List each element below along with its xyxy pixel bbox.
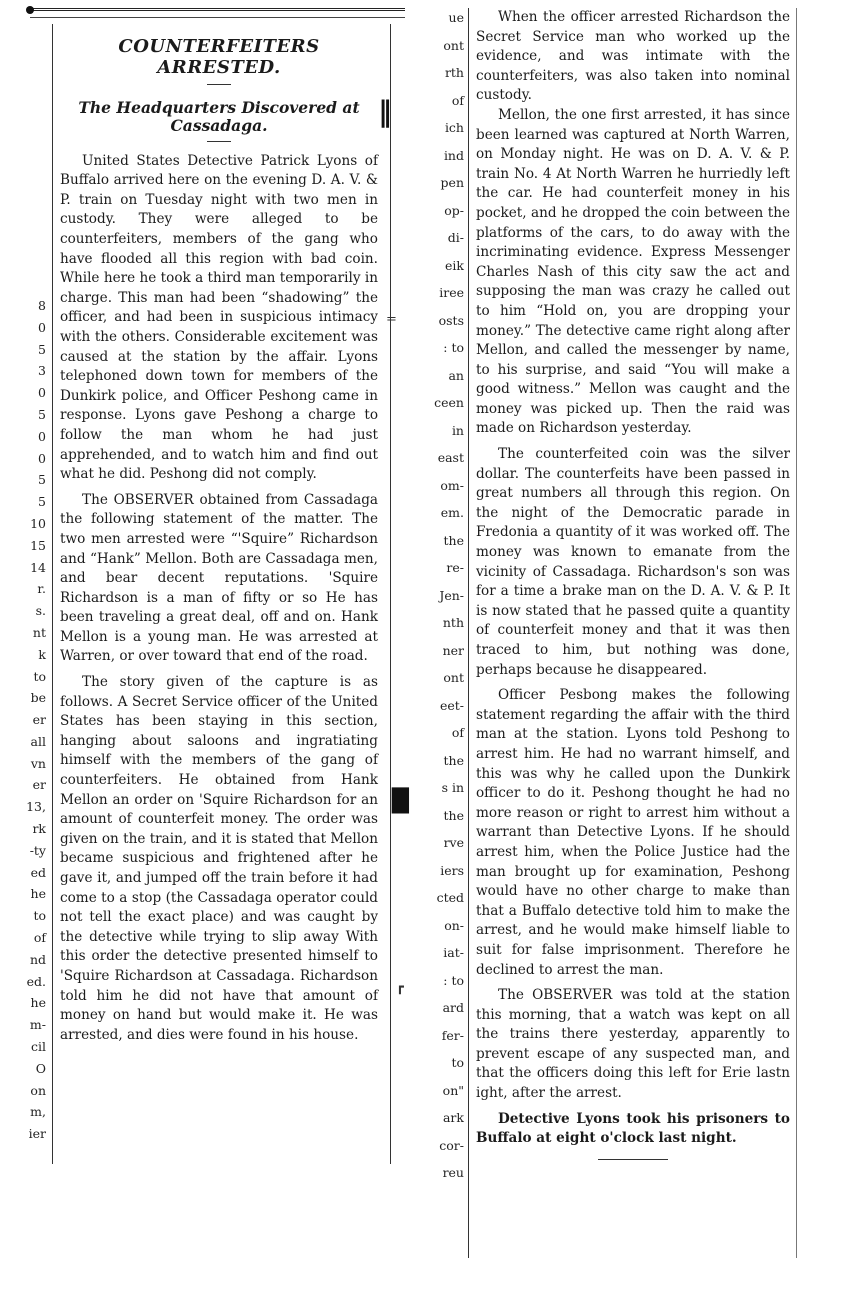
paragraph: When the officer arrested Richardson the Secret Service man who worked up the evidence, and was intimate with the counterfeiters, was also taken into nominal custody. <box>476 9 790 104</box>
closing-paragraph: Detective Lyons took his prisoners to Buffalo at eight o'clock last night. <box>476 1110 790 1147</box>
clipped-text-fragment: of <box>451 725 464 740</box>
clipped-text-fragment: ont <box>443 670 464 685</box>
clipped-text-fragment: nd <box>29 952 46 967</box>
clipped-text-fragment: er <box>32 777 46 792</box>
clipped-text-fragment: ner <box>442 643 464 658</box>
paragraph: Mellon, the one first arrested, it has since been learned was captured at North Warren, on Monday night. He was on D. A. V. & P. train No. 4 At North Warren he hurriedly left the car. He had counterfeit money in his pocket, and he dropped the coin between the platforms of the cars, to do away with the incriminating evidence. Express Messenger Charles Nash of this city saw the act and supposing the man was crazy he called out to him “Hold on, you are dropping your money.” The detective came right along after Mellon, and called the messenger by name, to his surprise, and said “You will make a good witness.” Mellon was caught and the money was picked up. Then the raid was made on Richardson yesterday. <box>476 106 790 437</box>
clipped-text-fragment: ark <box>442 1110 464 1125</box>
top-border-rule <box>30 8 405 18</box>
clipped-text-fragment: to <box>33 908 46 923</box>
clipped-text-fragment: ed <box>30 865 46 880</box>
clipped-text-fragment: : to <box>443 973 464 988</box>
paragraph: The story given of the capture is as follows. A Secret Service officer of the United States has been staying in this section, hanging about saloons and ingratiating himself with the members of the gang of counterfeiters. He obtained from Hank Mellon an order on 'Squire Richardson for an amount of counterfeit money. The order was given on the train, and it is stated that Mellon became suspicious and frightened after he gave it, and jumped off the train before it had come to a stop (the Cassadaga operator could not tell the exact place) and was caught by the detective while trying to slip away With this order the detective presented himself to 'Squire Richardson at Cassadaga. Richardson told him he did not have that amount of money on hand but would make it. He was arrested, and dies were found in his house. <box>60 674 378 1043</box>
clipped-text-fragment: of <box>33 930 46 945</box>
clipped-text-fragment: ceen <box>434 395 464 410</box>
clipped-text-fragment: cor- <box>439 1138 464 1153</box>
clipped-text-fragment: eet- <box>439 698 464 713</box>
clipped-text-fragment: the <box>443 533 464 548</box>
clipped-text-fragment: on" <box>442 1083 464 1098</box>
clipped-text-fragment: Jen- <box>439 588 464 603</box>
headline-divider <box>207 84 231 85</box>
clipped-text-fragment: 5 <box>38 407 46 422</box>
clipped-text-fragment: r. <box>37 581 46 596</box>
left-column-rule <box>52 24 53 1164</box>
clipped-text-fragment: nth <box>442 615 464 630</box>
clipped-text-fragment: op- <box>444 203 464 218</box>
paragraph: United States Detective Patrick Lyons of Buffalo arrived here on the evening D. A. V. & P. train on Tuesday night with two men in custody. They were alleged to be counterfeiters, members of the gang who have flooded all this region with bad coin. While here he took a third man temporarily in charge. This man had been “shadowing” the officer, and had been in suspicious intimacy with the others. Considerable excitement was caused at the station by the affair. Lyons telephoned down town for members of the Dunkirk police, and Officer Peshong came in response. Lyons gave Peshong a charge to follow the man whom he had just apprehended, and to watch him and find out what he did. Peshong did not comply. <box>60 152 378 483</box>
column-break-mark: ‖ <box>378 95 392 128</box>
clipped-text-fragment: he <box>30 886 46 901</box>
clipped-text-fragment: m, <box>30 1104 46 1119</box>
article-column-2 <box>476 8 790 1160</box>
clipped-text-fragment: O <box>35 1061 46 1076</box>
paragraph: The OBSERVER was told at the station this morning, that a watch was kept on all the trains there yesterday, apparently to prevent escape of any suspected man, and that the officers doing this left for Erie lastn ight, after the arrest. <box>476 987 790 1102</box>
subheadline: The Headquarters Discovered at Cassadaga. <box>78 98 360 135</box>
paragraph: The counterfeited coin was the silver dollar. The counterfeits have been passed in great numbers all through this region. On the night of the Democratic parade in Fredonia a quantity of it was worked off. The money was known to emanate from the vicinity of Cassadaga. Richardson's son was for a time a brake man on the D. A. V. & P. It is now stated that he passed quite a quantity of counterfeit money and that it was then traced to him, but nothing was done, perhaps because he disappeared. <box>476 446 790 678</box>
clipped-text-fragment: 10 <box>30 516 46 531</box>
clipped-text-fragment: he <box>30 995 46 1010</box>
clipped-text-fragment: east <box>437 450 464 465</box>
clipped-text-fragment: om- <box>440 478 464 493</box>
paragraph: Officer Pesbong makes the following statement regarding the affair with the third man at the station. Lyons told Peshong to arrest him. He had no warrant himself, and this was why he called upon the Dunkirk officer to do it. Peshong thought he had no more reason or right to arrest him without a warrant than Detective Lyons. If he should arrest him, when the Police Justice had the man brought up for examination, Peshong would have no other charge to make than that a Buffalo detective told him to make the arrest, and he would make himself liable to suit for false imprisonment. Therefore he declined to arrest the man. <box>476 687 790 978</box>
clipped-text-fragment: be <box>30 690 46 705</box>
clipped-text-fragment: ind <box>443 148 464 163</box>
clipped-text-fragment: reu <box>442 1165 464 1180</box>
clipped-text-fragment: on- <box>444 918 464 933</box>
clipped-text-fragment: on <box>30 1083 46 1098</box>
clipped-text-fragment: 3 <box>38 363 46 378</box>
clipped-text-fragment: re- <box>446 560 464 575</box>
clipped-text-fragment: ier <box>28 1126 46 1141</box>
middle-column-rule <box>468 8 469 1258</box>
clipped-text-fragment: to <box>33 669 46 684</box>
clipped-text-fragment: -ty <box>29 843 46 858</box>
clipped-text-fragment: em. <box>440 505 464 520</box>
column-break-hook: ┏ <box>396 980 404 995</box>
clipped-text-fragment: er <box>32 712 46 727</box>
clipped-text-fragment: an <box>448 368 464 383</box>
column-divider-rule <box>390 24 391 1164</box>
clipped-text-fragment: in <box>451 423 464 438</box>
clipped-text-fragment: k <box>38 647 46 662</box>
clipped-text-fragment: 13, <box>26 799 46 814</box>
clipped-text-fragment: 15 <box>30 538 46 553</box>
clipped-text-fragment: of <box>451 93 464 108</box>
clipped-text-fragment: 5 <box>38 342 46 357</box>
clipped-text-fragment: ed. <box>26 974 46 989</box>
clipped-text-fragment: 0 <box>38 385 46 400</box>
clipped-text-fragment: fer- <box>441 1028 464 1043</box>
clipped-text-fragment: ich <box>444 120 464 135</box>
clipped-text-fragment: vn <box>30 756 46 771</box>
clipped-text-fragment: s. <box>35 603 46 618</box>
clipped-text-fragment: : to <box>443 340 464 355</box>
clipped-text-fragment: ard <box>442 1000 464 1015</box>
clipped-text-fragment: osts <box>438 313 464 328</box>
column-break-bracket: █ <box>392 788 409 814</box>
column-break-equals: = <box>386 312 397 327</box>
ornament-dot <box>26 6 34 14</box>
subheadline-divider <box>207 141 231 142</box>
clipped-text-fragment: pen <box>440 175 464 190</box>
clipped-text-fragment: s in <box>441 780 464 795</box>
clipped-text-fragment: nt <box>32 625 46 640</box>
clipped-text-fragment: iers <box>440 863 464 878</box>
clipped-text-fragment: 0 <box>38 429 46 444</box>
clipped-text-fragment: eik <box>445 258 464 273</box>
clipped-text-fragment: iat- <box>443 945 464 960</box>
clipped-text-fragment: rve <box>443 835 464 850</box>
clipped-text-fragment: the <box>443 808 464 823</box>
clipped-text-fragment: rth <box>444 65 464 80</box>
clipped-text-fragment: 14 <box>30 560 46 575</box>
clipped-text-fragment: to <box>451 1055 464 1070</box>
clipped-text-fragment: the <box>443 753 464 768</box>
end-of-article-rule <box>598 1159 668 1160</box>
clipped-text-fragment: iree <box>439 285 464 300</box>
clipped-text-fragment: cted <box>436 890 464 905</box>
clipped-text-fragment: all <box>30 734 46 749</box>
clipped-text-fragment: ont <box>443 38 464 53</box>
clipped-text-fragment: 5 <box>38 472 46 487</box>
clipped-text-fragment: 0 <box>38 451 46 466</box>
article-column-1 <box>60 28 378 1045</box>
clipped-text-fragment: 0 <box>38 320 46 335</box>
clipped-text-fragment: m- <box>29 1017 46 1032</box>
right-edge-rule <box>796 8 797 1258</box>
clipped-text-fragment: 5 <box>38 494 46 509</box>
clipped-text-fragment: rk <box>32 821 46 836</box>
paragraph: The OBSERVER obtained from Cassadaga the following statement of the matter. The two men arrested were “'Squire” Richardson and “Hank” Mellon. Both are Cassadaga men, and bear decent reputations. 'Squire Richardson is a man of fifty or so He has been traveling a great deal, off and on. Hank Mellon is a young man. He was arrested at Warren, or over toward that end of the road. <box>60 491 378 665</box>
clipped-text-fragment: ue <box>448 10 464 25</box>
clipped-text-fragment: cil <box>31 1039 46 1054</box>
clipped-text-fragment: di- <box>447 230 464 245</box>
headline: COUNTERFEITERS ARRESTED. <box>118 36 320 78</box>
clipped-text-fragment: 8 <box>38 298 46 313</box>
